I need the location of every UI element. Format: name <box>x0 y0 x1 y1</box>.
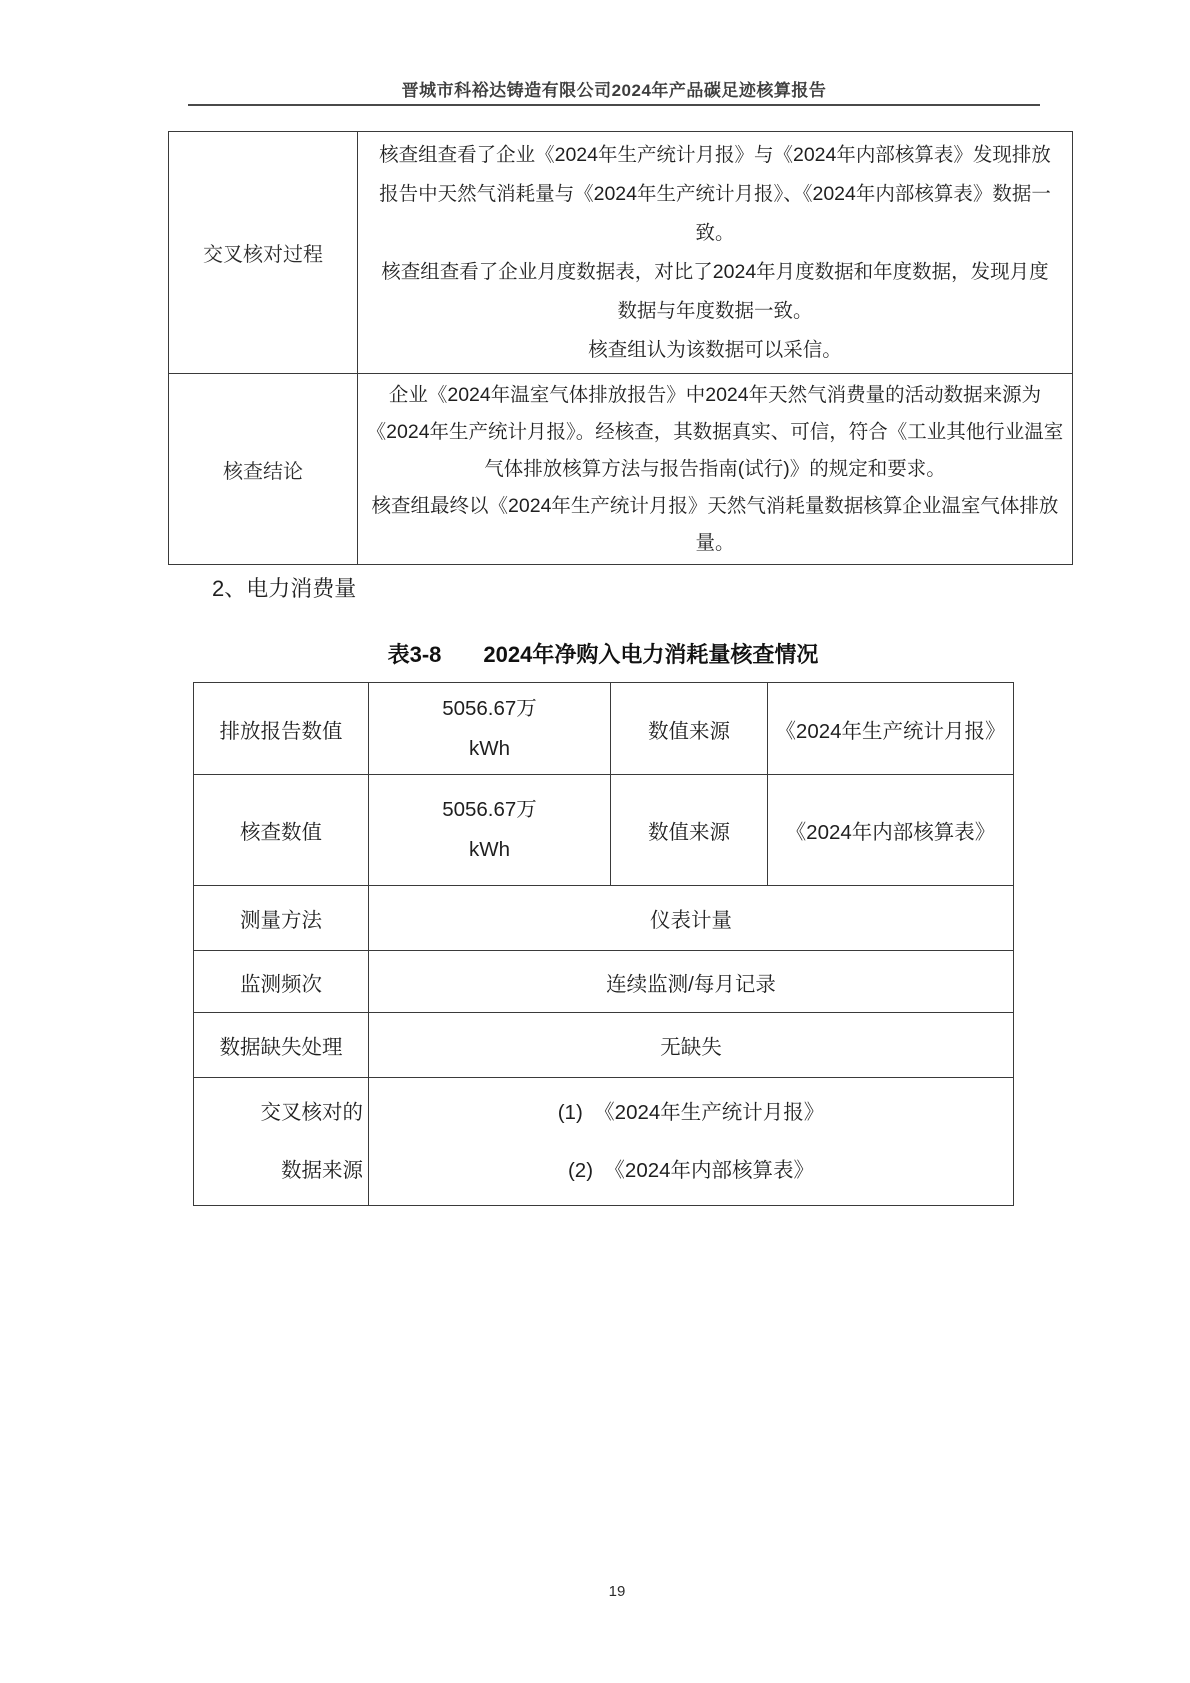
content-line: 气体排放核算方法与报告指南(试行)》的规定和要求。 <box>484 457 946 480</box>
content-line: 核查组认为该数据可以采信。 <box>588 338 842 361</box>
cell-source: 《2024年内部核算表》 <box>768 775 1014 886</box>
cell-source-label: 数值来源 <box>611 775 768 886</box>
table-row-cross-check-sources <box>194 1078 1014 1206</box>
table-row-missing-data-handling <box>194 1013 1014 1078</box>
content-lines <box>360 376 1070 562</box>
row-content-verification-conclusion <box>358 374 1073 565</box>
cell-value: 无缺失 <box>369 1013 1014 1078</box>
cell-value <box>369 1078 1014 1206</box>
cell-label: 测量方法 <box>194 886 369 951</box>
content-line: 量。 <box>695 531 735 554</box>
value-unit: kWh <box>469 736 510 760</box>
cell-value <box>369 775 611 886</box>
source-item: (2) 《2024年内部核算表》 <box>567 1158 815 1182</box>
content-line: 致。 <box>695 221 735 244</box>
cell-label: 核查数值 <box>194 775 369 886</box>
page-number: 19 <box>608 1583 626 1600</box>
cell-label: 数据缺失处理 <box>194 1013 369 1078</box>
value-line: 5056.67万 <box>442 696 537 720</box>
table-row-cross-check-process <box>169 132 1073 374</box>
header-rule <box>188 104 1040 106</box>
source-item: (1) 《2024年生产统计月报》 <box>557 1100 825 1124</box>
content-line: 核查组最终以《2024年生产统计月报》天然气消耗量数据核算企业温室气体排放 <box>371 494 1059 517</box>
cell-label: 监测频次 <box>194 951 369 1013</box>
cross-check-table <box>168 131 1073 565</box>
row-label-cross-check-process: 交叉核对过程 <box>169 132 358 374</box>
table-title: 2024年净购入电力消耗量核查情况 <box>483 642 819 667</box>
table-row-emission-report-value <box>194 683 1014 775</box>
table-row-verification-conclusion <box>169 374 1073 565</box>
section-heading-electricity: 2、电力消费量 <box>212 576 357 601</box>
content-lines <box>360 134 1070 371</box>
label-line: 交叉核对的 <box>260 1100 363 1124</box>
content-line: 核查组查看了企业《2024年生产统计月报》与《2024年内部核算表》发现排放 <box>379 143 1051 166</box>
cell-label <box>194 1078 369 1206</box>
cross-check-sources-list <box>369 1078 1013 1205</box>
value-line: 5056.67万 <box>442 798 537 821</box>
content-line: 《2024年生产统计月报》。经核查，其数据真实、可信，符合《工业其他行业温室 <box>366 420 1064 443</box>
table-row-monitoring-frequency <box>194 951 1014 1013</box>
electricity-table-caption <box>193 638 1013 669</box>
cross-check-label <box>194 1078 368 1205</box>
label-line: 数据来源 <box>281 1158 363 1182</box>
cell-source-label: 数值来源 <box>611 683 768 775</box>
row-label-verification-conclusion: 核查结论 <box>169 374 358 565</box>
content-line: 数据与年度数据一致。 <box>617 299 813 322</box>
table-row-verified-value <box>194 775 1014 886</box>
cell-value: 连续监测/每月记录 <box>369 951 1014 1013</box>
cell-label: 排放报告数值 <box>194 683 369 775</box>
content-line: 企业《2024年温室气体排放报告》中2024年天然气消费量的活动数据来源为 <box>388 383 1042 406</box>
table-row-measurement-method <box>194 886 1014 951</box>
content-line: 报告中天然气消耗量与《2024年生产统计月报》、《2024年内部核算表》数据一 <box>379 182 1051 205</box>
table-number: 表3-8 <box>387 642 442 667</box>
cell-value: 仪表计量 <box>369 886 1014 951</box>
row-content-cross-check-process <box>358 132 1073 374</box>
electricity-table <box>193 682 1014 1206</box>
value-unit: kWh <box>469 838 510 861</box>
cell-source: 《2024年生产统计月报》 <box>768 683 1014 775</box>
content-line: 核查组查看了企业月度数据表，对比了2024年月度数据和年度数据，发现月度 <box>381 260 1049 283</box>
page-header-title: 晋城市科裕达铸造有限公司2024年产品碳足迹核算报告 <box>401 81 827 100</box>
cell-value <box>369 683 611 775</box>
